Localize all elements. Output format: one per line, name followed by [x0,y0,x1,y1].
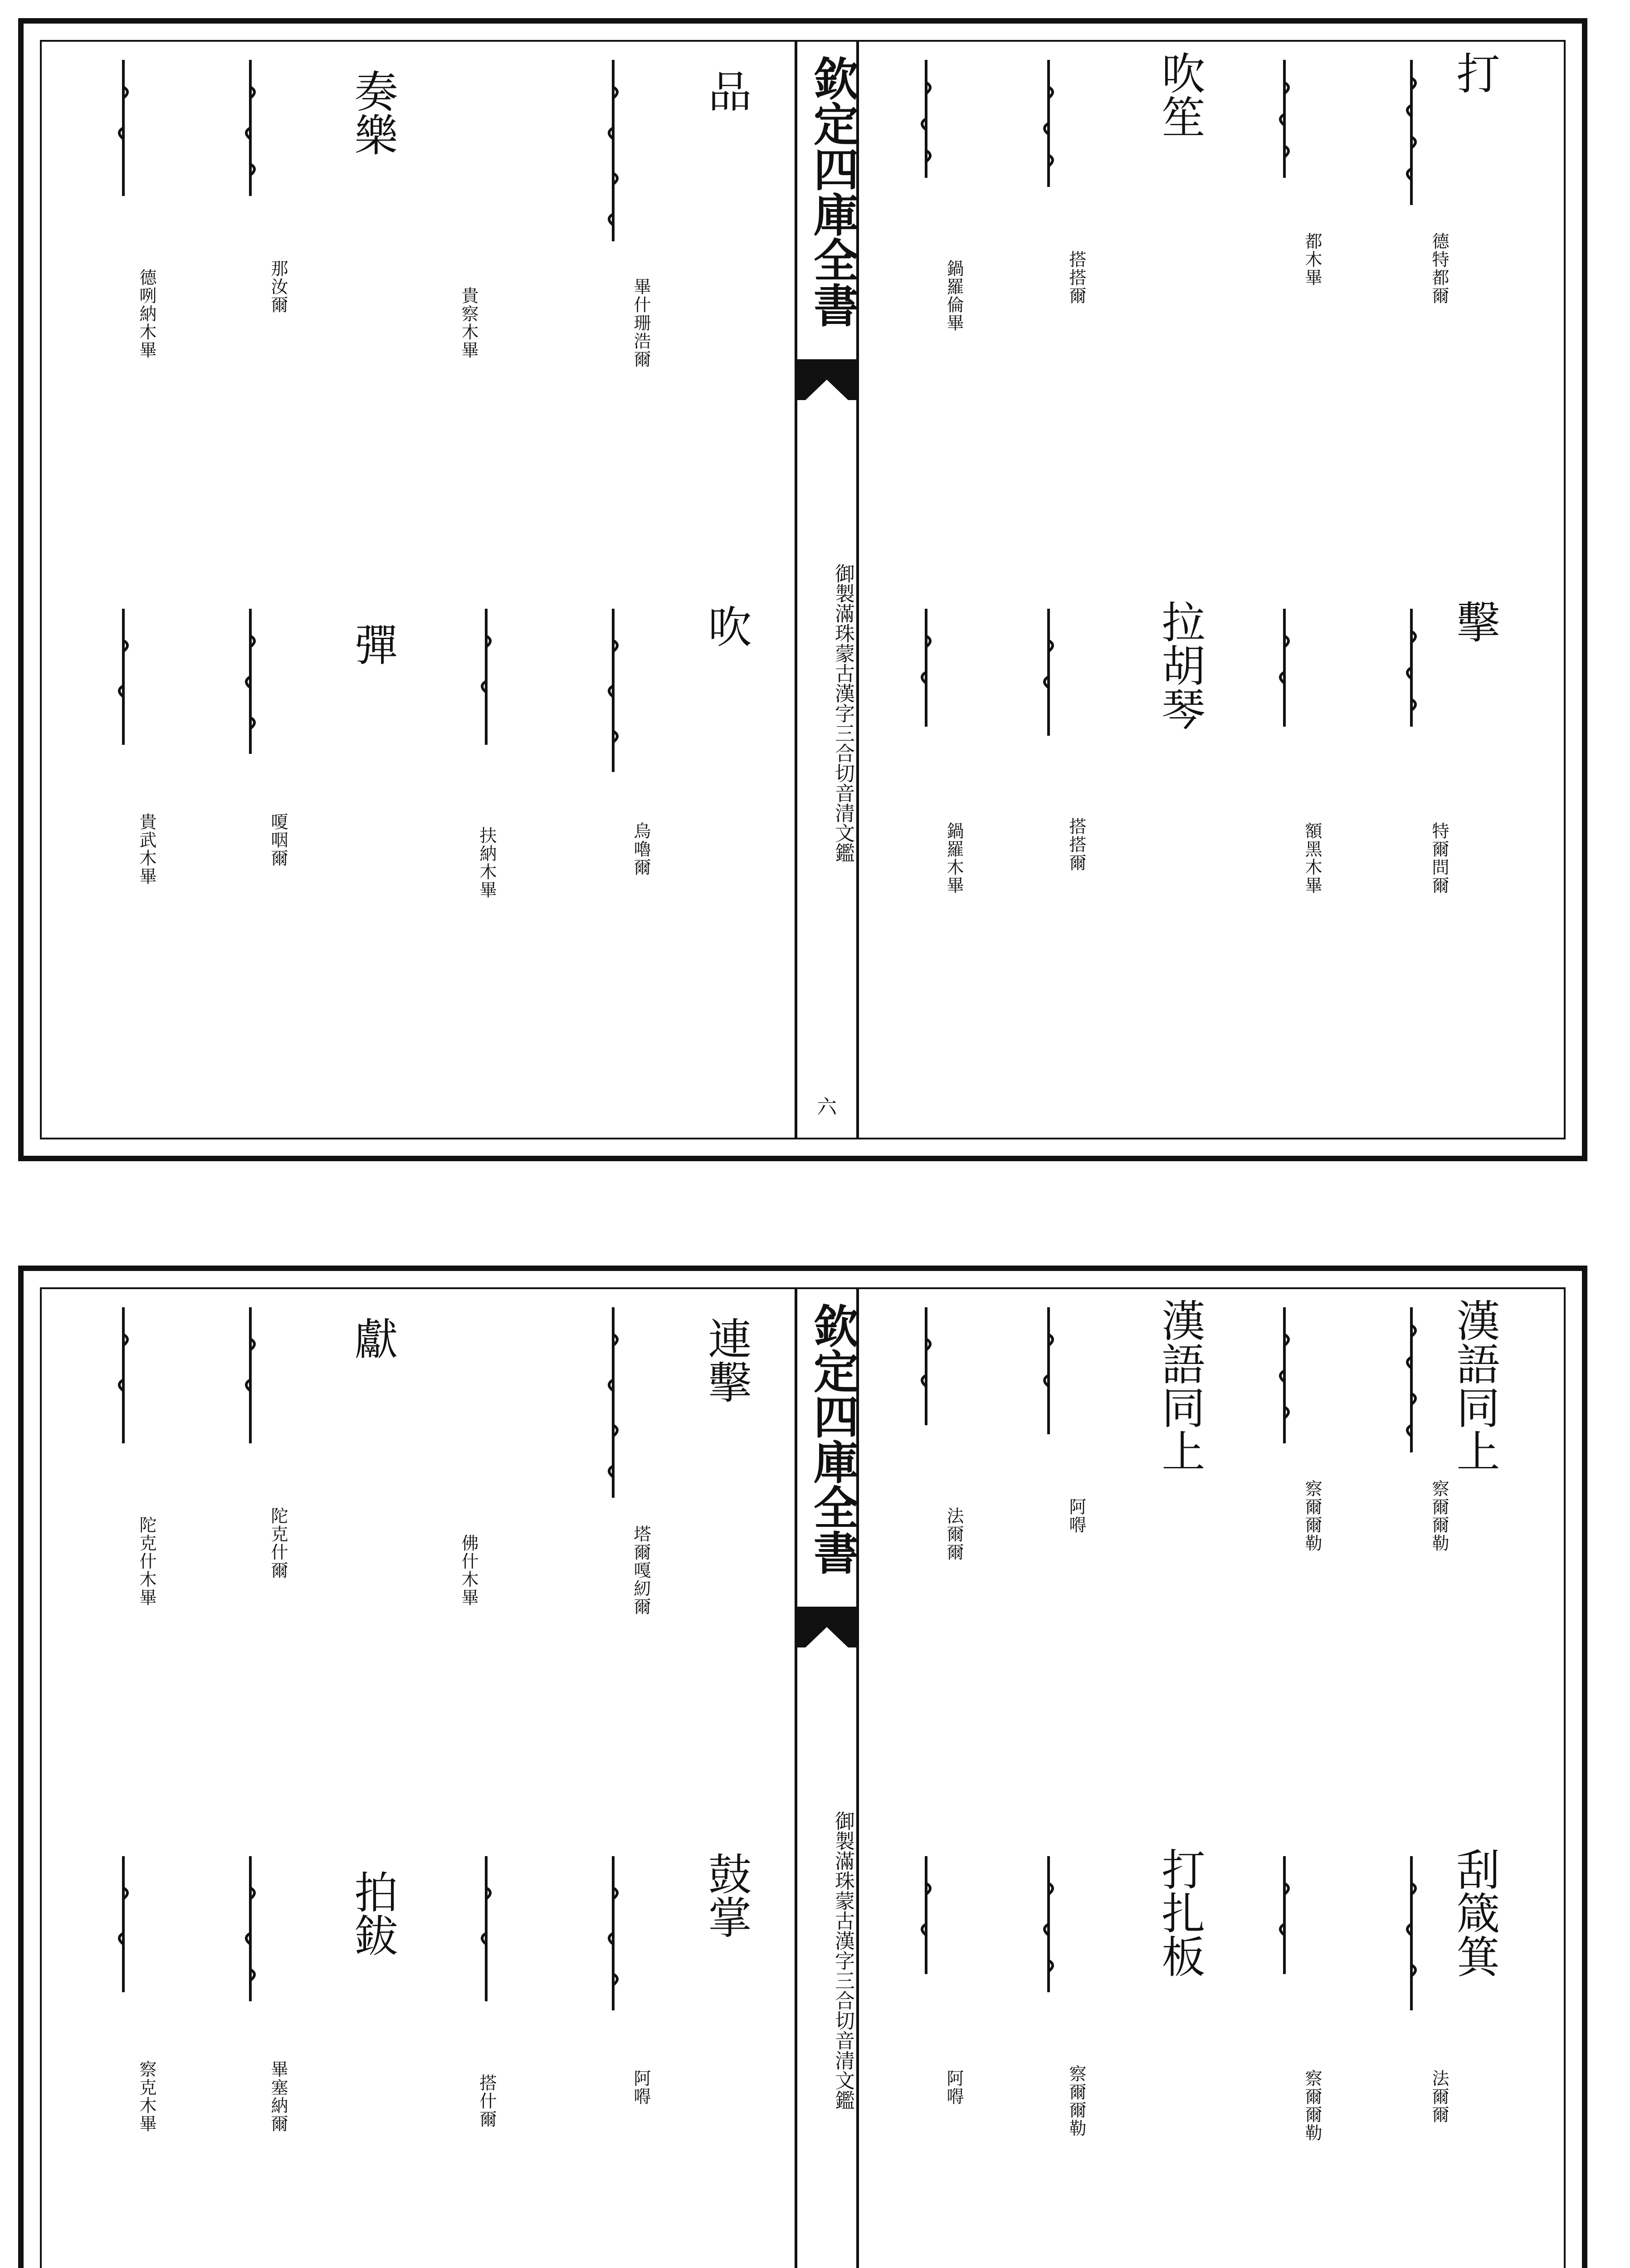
gloss: 察爾爾勒 [1302,2069,1322,2142]
manchu-script-column [1402,609,1420,727]
manchu-script-column [114,60,132,196]
manchu-script-column [1039,609,1058,736]
gloss: 畢什珊浩爾 [631,278,651,368]
gloss: 陀克什木畢 [137,1516,156,1607]
heading-guaji: 刮箴箕 [1449,1847,1500,1978]
manchu-script-column [604,1856,622,2010]
gloss: 額黑木畢 [1302,822,1322,894]
gloss: 察爾爾勒 [1066,2065,1086,2137]
gloss: 佛什木畢 [459,1534,478,1607]
book-title: 欽定四庫全書 [806,55,859,327]
heading-chuisheng: 吹笙 [1155,51,1205,138]
fishtail-mark [797,1607,856,1647]
manchu-script-column [1402,60,1420,205]
gloss: 都木畢 [1302,232,1322,287]
heading-hanyu-tongshang-2: 漢語同上 [1155,1298,1205,1472]
folio-number: 六 [817,1095,837,1119]
manchu-script-column [1402,1856,1420,2010]
gloss: 烏嚕爾 [631,822,651,876]
heading-guzhang: 鼓掌 [701,1852,752,1939]
manchu-script-column [477,609,495,745]
center-gutter [795,1289,859,2268]
center-gutter [795,42,859,1138]
heading-xian: 獻 [347,1316,398,1360]
manchu-script-column [1275,60,1293,178]
page-frame [40,1287,1566,2268]
gloss: 扶納木畢 [477,826,497,899]
book-subtitle: 御製滿珠蒙古漢字三合切音清文鑑 [831,563,854,863]
gloss: 察爾爾勒 [1429,1480,1449,1552]
gloss: 搭什爾 [477,2074,497,2128]
manchu-script-column [1039,60,1058,187]
manchu-script-column [241,1307,259,1443]
manchu-script-column [604,609,622,772]
book-title: 欽定四庫全書 [806,1303,859,1575]
manchu-script-column [1039,1856,1058,1992]
gloss: 搭搭爾 [1066,817,1086,872]
gloss: 德特都爾 [1429,232,1449,305]
heading-zouyue: 奏樂 [347,69,398,156]
gloss: 畢塞納爾 [268,2060,288,2133]
heading-pin: 品 [701,69,752,112]
heading-ji: 擊 [1449,600,1500,643]
gloss: 法爾爾 [1429,2069,1449,2124]
manchu-script-column [114,1307,132,1443]
heading-chui: 吹 [701,604,752,648]
gloss: 搭搭爾 [1066,250,1086,305]
gloss: 法爾爾 [944,1507,964,1561]
manchu-script-column [917,609,935,727]
heading-dazhaban: 打扎板 [1155,1847,1205,1978]
heading-lahuqin: 拉胡琴 [1155,600,1205,730]
gloss: 那汝爾 [268,259,288,314]
manchu-script-column [1039,1307,1058,1434]
manchu-script-column [1275,1307,1293,1443]
manchu-script-column [1402,1307,1420,1452]
heading-lianji: 連擊 [701,1316,752,1403]
gloss: 察爾爾勒 [1302,1480,1322,1552]
book-subtitle: 御製滿珠蒙古漢字三合切音清文鑑 [831,1811,854,2110]
fishtail-mark [797,359,856,400]
heading-hanyu-tongshang: 漢語同上 [1449,1298,1500,1472]
gloss: 陀克什爾 [268,1507,288,1579]
heading-da: 打 [1449,51,1500,94]
heading-tan: 彈 [347,622,398,666]
manchu-script-column [604,60,622,241]
gloss: 鍋羅倫畢 [944,259,964,332]
gloss: 鍋羅木畢 [944,822,964,894]
manchu-script-column [917,60,935,178]
manchu-script-column [114,609,132,745]
gloss: 嗄咽爾 [268,813,288,867]
gloss: 德咧納木畢 [137,269,156,359]
heading-paibo: 拍鈸 [347,1870,398,1957]
manchu-script-column [477,1856,495,2001]
manchu-script-column [114,1856,132,1992]
gloss: 阿嘚 [1066,1498,1086,1534]
gloss: 察克木畢 [137,2060,156,2133]
page-spread-bottom [18,1266,1587,2268]
manchu-script-column [241,60,259,196]
page-frame [40,40,1566,1139]
gloss: 貴察木畢 [459,287,478,359]
gloss: 阿嘚 [944,2069,964,2106]
manchu-script-column [917,1307,935,1425]
manchu-script-column [241,609,259,754]
manchu-script-column [1275,1856,1293,1974]
gloss: 貴武木畢 [137,813,156,885]
manchu-script-column [241,1856,259,2001]
manchu-script-column [917,1856,935,1974]
gloss: 阿嘚 [631,2069,651,2106]
manchu-script-column [604,1307,622,1498]
gloss: 特爾問爾 [1429,822,1449,894]
page-spread-top [18,18,1587,1161]
manchu-script-column [1275,609,1293,727]
gloss: 塔爾嘎紉爾 [631,1525,651,1616]
